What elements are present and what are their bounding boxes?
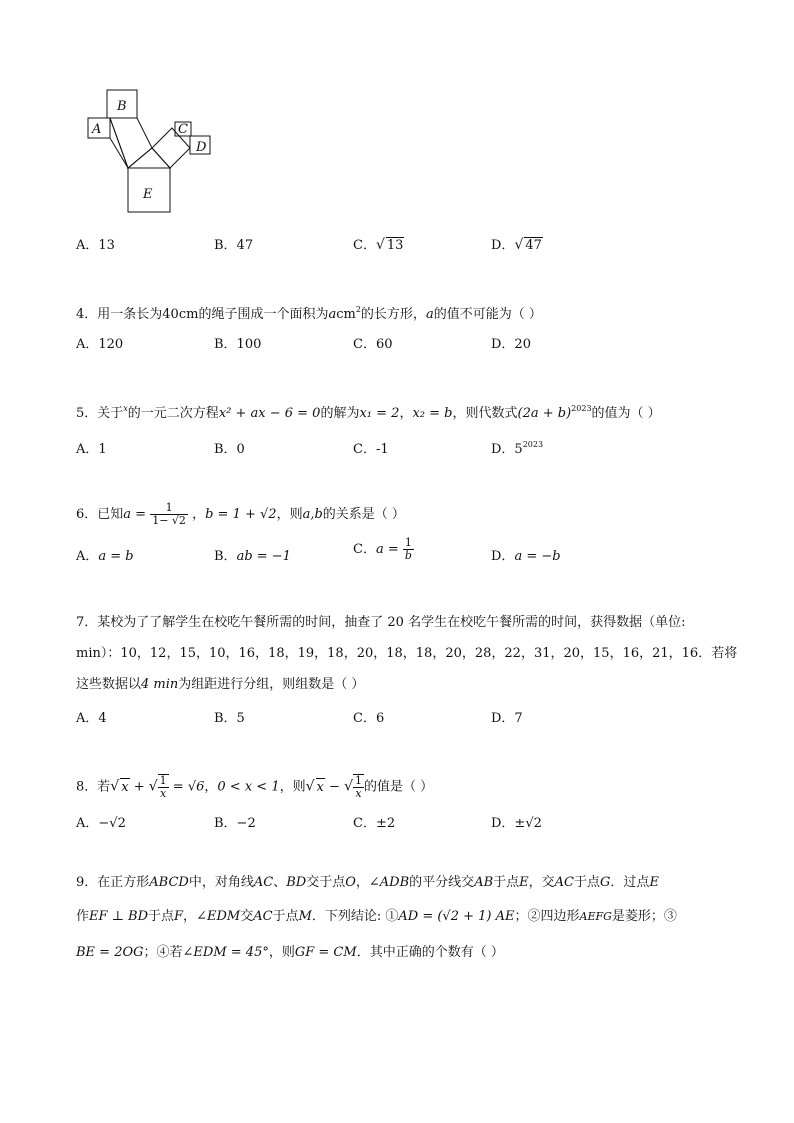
- label-b: B: [117, 99, 127, 114]
- q6-option-d[interactable]: D．a = −b: [491, 549, 561, 564]
- q7-line-2: min）：10，12，15，10，16，18，19，18，20，18，18，20，28，22，31，20，15，16，21，16．若将: [76, 646, 738, 661]
- q6-options: [76, 536, 716, 565]
- q4-option-b[interactable]: B．100: [214, 337, 262, 352]
- q7-option-c[interactable]: C．6: [353, 711, 385, 726]
- q4-option-d[interactable]: D．20: [491, 337, 531, 352]
- q7-options: [76, 707, 716, 727]
- q7-option-d[interactable]: D．7: [491, 711, 523, 726]
- q9-line-3: BE = 2OG；④若∠EDM = 45°，则GF = CM．其中正确的个数有（ ）: [76, 945, 504, 960]
- q6-stem: 6．已知a = $\frac{1}{1- √2}$ ，b = 1 + √2，则a,b的关系是（ ）: [76, 501, 405, 527]
- squares-figure: [80, 86, 220, 218]
- q3-option-c[interactable]: C．√ 13: [353, 237, 404, 253]
- tilted-square-left-inner: [110, 118, 128, 168]
- q7-option-b[interactable]: B．5: [214, 711, 245, 726]
- q6-option-c[interactable]: C．a = $\frac{1}{b}$: [353, 536, 412, 562]
- q5-option-b[interactable]: B．0: [214, 442, 245, 457]
- q5-option-d[interactable]: D．$5^{2023}$: [491, 440, 544, 457]
- label-c: C: [178, 122, 188, 137]
- q6-option-a[interactable]: A．a = b: [76, 549, 134, 564]
- q5-option-a[interactable]: A．1: [76, 442, 107, 457]
- q8-stem: 8．若√ x + √ $\frac{1}{x}$ = √6，0 < x < 1，则√ x − √ $\frac{1}{x}$ 的值是（ ）: [76, 774, 434, 800]
- tilted-square-left: [110, 118, 152, 168]
- q5-options: [76, 438, 716, 458]
- q4-option-c[interactable]: C．60: [353, 337, 393, 352]
- q3-option-a[interactable]: A．13: [76, 238, 115, 253]
- q3-options: [76, 234, 716, 254]
- label-d: D: [196, 140, 207, 155]
- q6-a-fraction: $\frac{1}{1- √2}$: [152, 501, 186, 527]
- q4-stem: 4．用一条长为40cm的绳子围成一个面积为acm$^2$的长方形，a的值不可能为（ ）: [76, 305, 542, 322]
- q4-option-a[interactable]: A．120: [76, 337, 124, 352]
- q9-line-1: 9．在正方形ABCD中，对角线AC、BD交于点O，∠ADB的平分线交AB于点E，交AC于点G．过点E: [76, 875, 659, 890]
- q8-option-d[interactable]: D．±√2: [491, 816, 542, 831]
- q3-option-d[interactable]: D．√ 47: [491, 237, 542, 253]
- q6-option-b[interactable]: B．ab = −1: [214, 549, 291, 564]
- right-triangle: [128, 148, 170, 168]
- q4-options: [76, 333, 716, 353]
- q5-stem: 5．关于$^x$的一元二次方程x² + ax − 6 = 0的解为x₁ = 2，x₂ = b，则代数式$(2a + b)^{2023}$的值为（ ）: [76, 404, 661, 421]
- q3-option-b[interactable]: B．47: [214, 238, 254, 253]
- q5-option-c[interactable]: C．-1: [353, 442, 389, 457]
- label-a: A: [92, 122, 102, 137]
- label-e: E: [143, 187, 153, 202]
- q8-option-b[interactable]: B．−2: [214, 816, 256, 831]
- q8-option-a[interactable]: A．−√2: [76, 816, 126, 831]
- q8-options: [76, 812, 716, 832]
- q8-option-c[interactable]: C．±2: [353, 816, 396, 831]
- q7-line-3: 这些数据以4 min为组距进行分组，则组数是（ ）: [76, 677, 365, 692]
- q7-option-a[interactable]: A．4: [76, 711, 107, 726]
- q9-line-2: 作EF ⊥ BD于点F，∠EDM交AC于点M．下列结论: ①AD = (√2 + 1) AE；②四边形AEFG是菱形；③: [76, 909, 677, 924]
- q7-line-1: 7．某校为了了解学生在校吃午餐所需的时间，抽查了 20 名学生在校吃午餐所需的时间，获得数据（单位:: [76, 615, 686, 630]
